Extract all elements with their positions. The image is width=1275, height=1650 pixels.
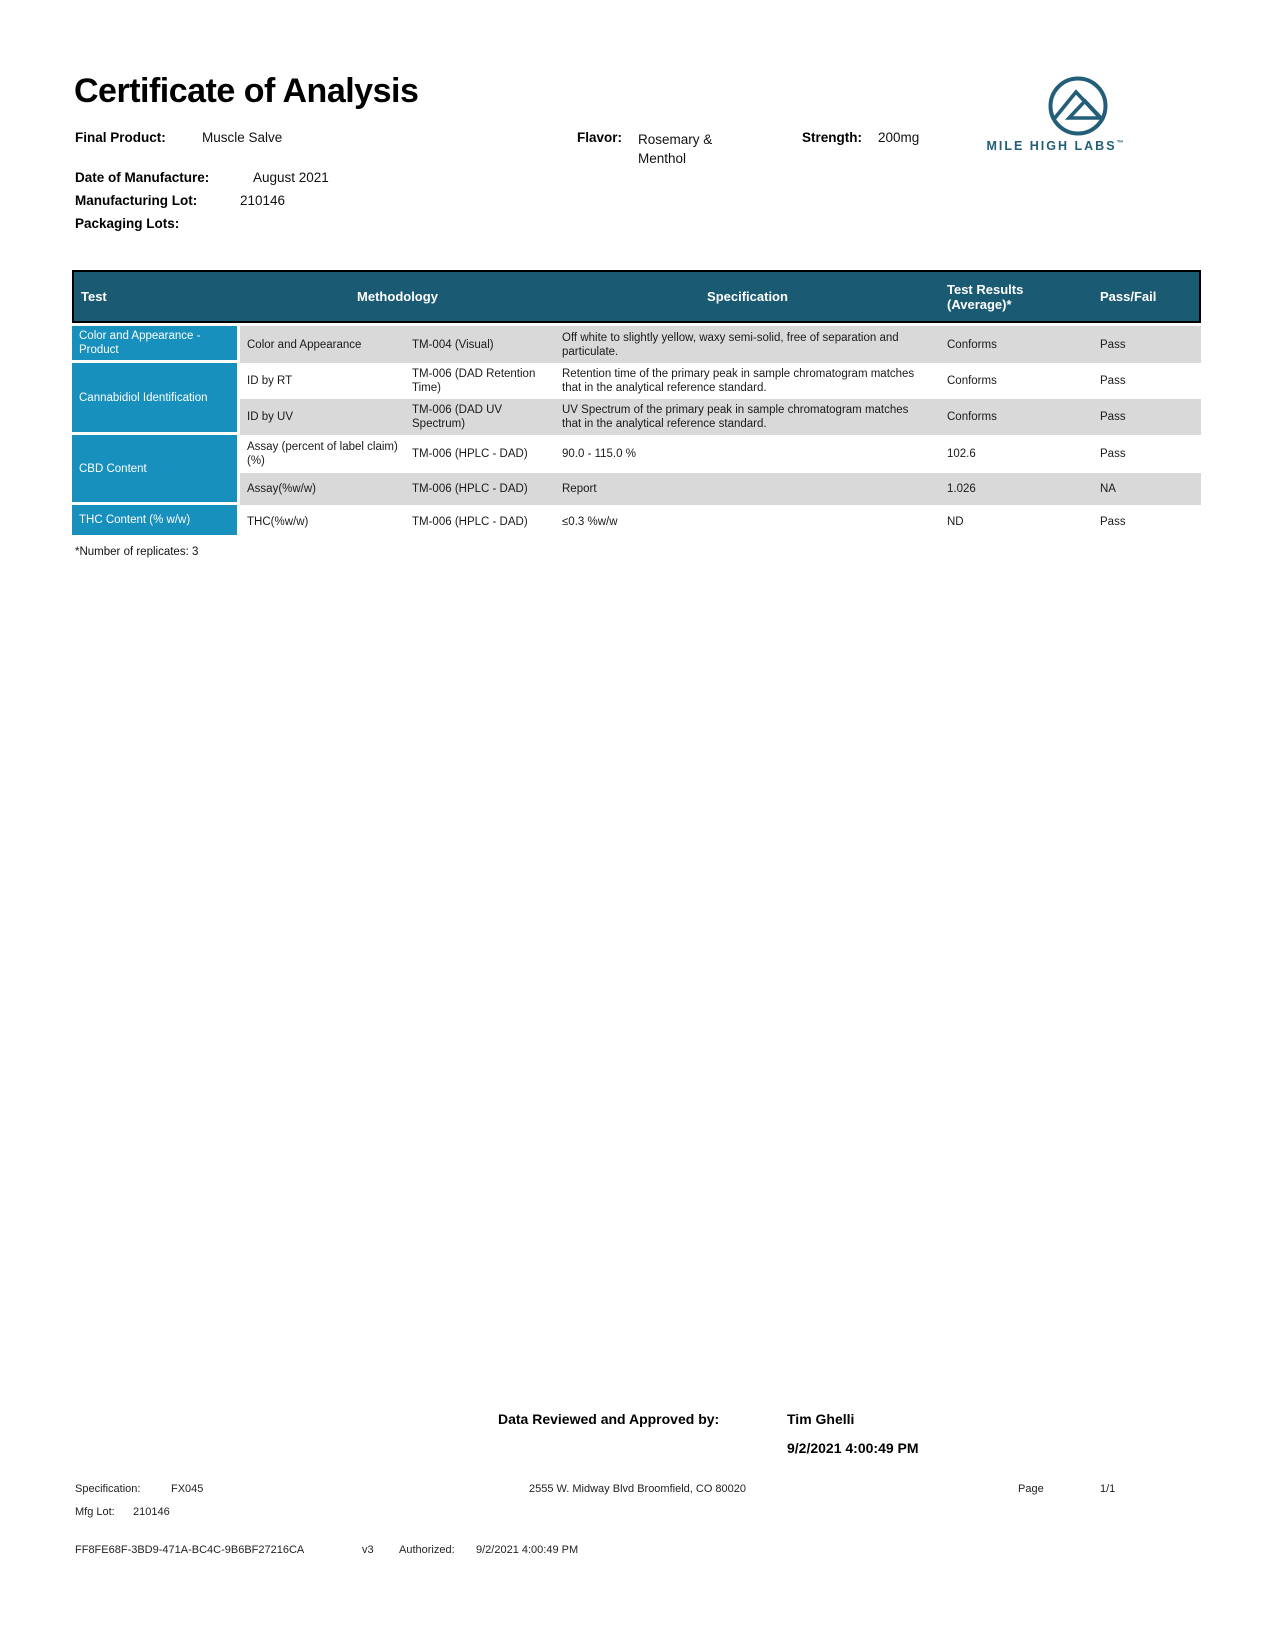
group-cell-cbd-content: CBD Content (72, 435, 240, 505)
table-cell-methodology: TM-004 (Visual) (405, 326, 555, 363)
table-header-row (72, 270, 1201, 323)
footer-page-label: Page (1018, 1483, 1044, 1495)
table-cell-methodology: TM-006 (HPLC - DAD) (405, 435, 555, 473)
mile-high-labs-wordmark (980, 139, 1130, 153)
group-cell-color-appearance: Color and Appearance - Product (72, 326, 240, 363)
table-cell-result: 102.6 (940, 435, 1093, 473)
page-title: Certificate of Analysis (74, 72, 419, 110)
table-cell-specification: UV Spectrum of the primary peak in sample chromatogram matches that in the analytical reference standard. (555, 399, 940, 435)
table-cell-passfail: Pass (1093, 363, 1201, 399)
col-header-methodology: Methodology (357, 289, 438, 304)
flavor-label: Flavor: (577, 130, 623, 145)
footer-mfg-lot-value: 210146 (133, 1506, 170, 1518)
date-of-manufacture-value: August 2021 (253, 170, 329, 185)
table-cell-test: Assay(%w/w) (240, 473, 405, 505)
table-cell-test: Assay (percent of label claim)(%) (240, 435, 405, 473)
final-product-label: Final Product: (75, 130, 166, 145)
table-cell-result: Conforms (940, 326, 1093, 363)
table-cell-test: Color and Appearance (240, 326, 405, 363)
table-cell-test: ID by UV (240, 399, 405, 435)
col-header-test-results: Test Results (Average)* (947, 281, 1024, 312)
table-cell-passfail: NA (1093, 473, 1201, 505)
mile-high-labs-logo-icon (1046, 74, 1110, 138)
table-cell-test: ID by RT (240, 363, 405, 399)
table-cell-methodology: TM-006 (HPLC - DAD) (405, 473, 555, 505)
approval-label: Data Reviewed and Approved by: (498, 1411, 720, 1427)
table-cell-result: ND (940, 505, 1093, 538)
table-cell-specification: Off white to slightly yellow, waxy semi-solid, free of separation and particulate. (555, 326, 940, 363)
table-cell-result: 1.026 (940, 473, 1093, 505)
date-of-manufacture-label: Date of Manufacture: (75, 170, 210, 185)
table-cell-methodology: TM-006 (DAD UV Spectrum) (405, 399, 555, 435)
table-cell-specification: Report (555, 473, 940, 505)
group-cell-cannabidiol-identification: Cannabidiol Identification (72, 363, 240, 435)
table-cell-result: Conforms (940, 363, 1093, 399)
table-cell-test: THC(%w/w) (240, 505, 405, 538)
packaging-lots-label: Packaging Lots: (75, 216, 180, 231)
footer-document-id: FF8FE68F-3BD9-471A-BC4C-9B6BF27216CA (75, 1544, 305, 1556)
table-cell-result: Conforms (940, 399, 1093, 435)
footer-version: v3 (362, 1544, 374, 1556)
manufacturing-lot-value: 210146 (240, 193, 286, 208)
replicates-note: *Number of replicates: 3 (75, 546, 199, 558)
footer-mfg-lot-label: Mfg Lot: (75, 1506, 115, 1518)
flavor-value: Rosemary & Menthol (638, 132, 713, 166)
footer-authorized-label: Authorized: (399, 1544, 455, 1556)
table-cell-passfail: Pass (1093, 435, 1201, 473)
footer-authorized-datetime: 9/2/2021 4:00:49 PM (476, 1544, 579, 1556)
footer-specification-value: FX045 (171, 1483, 204, 1495)
table-cell-methodology: TM-006 (DAD Retention Time) (405, 363, 555, 399)
group-cell-thc-content: THC Content (% w/w) (72, 505, 240, 538)
table-cell-specification: Retention time of the primary peak in sample chromatogram matches that in the analytical reference standard. (555, 363, 940, 399)
footer-specification-label: Specification: (75, 1483, 141, 1495)
approval-datetime: 9/2/2021 4:00:49 PM (787, 1440, 919, 1456)
strength-value: 200mg (878, 130, 920, 145)
brand-name: MILE HIGH LABS (986, 139, 1117, 153)
manufacturing-lot-label: Manufacturing Lot: (75, 193, 198, 208)
approver-name: Tim Ghelli (787, 1411, 855, 1427)
col-header-test: Test (81, 289, 107, 304)
strength-label: Strength: (802, 130, 862, 145)
footer-address: 2555 W. Midway Blvd Broomfield, CO 80020 (528, 1483, 747, 1495)
footer-page-value: 1/1 (1100, 1483, 1116, 1495)
table-cell-passfail: Pass (1093, 505, 1201, 538)
table-cell-specification: 90.0 - 115.0 % (555, 435, 940, 473)
results-table (72, 270, 1201, 538)
table-cell-specification: ≤0.3 %w/w (555, 505, 940, 538)
table-cell-passfail: Pass (1093, 326, 1201, 363)
table-body (72, 326, 1201, 538)
trademark-symbol: ™ (1116, 139, 1124, 147)
final-product-value: Muscle Salve (202, 130, 283, 145)
col-header-specification: Specification (707, 289, 788, 304)
col-header-pass-fail: Pass/Fail (1100, 289, 1157, 304)
table-cell-passfail: Pass (1093, 399, 1201, 435)
table-cell-methodology: TM-006 (HPLC - DAD) (405, 505, 555, 538)
